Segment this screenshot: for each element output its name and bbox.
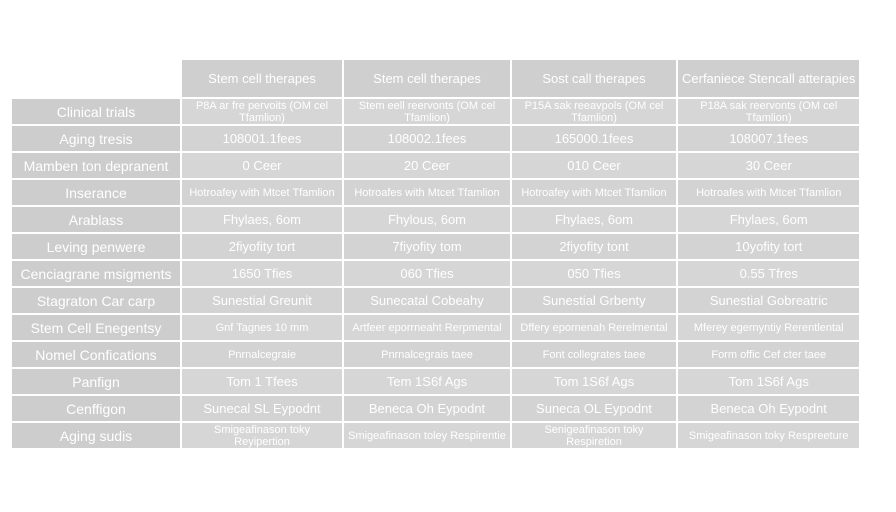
table-cell: Sunestial Grbenty: [512, 288, 676, 313]
table-header-row: [12, 60, 859, 97]
row-label: Inserance: [12, 180, 180, 205]
table-row: [12, 369, 859, 394]
table-cell: Hotroafes with Mtcet Tfamlion: [344, 180, 510, 205]
table-cell: 30 Ceer: [678, 153, 859, 178]
table-cell: 108007.1fees: [678, 126, 859, 151]
table-row: [12, 207, 859, 232]
row-label: Cenciagrane msigments: [12, 261, 180, 286]
table-cell: 050 Tfies: [512, 261, 676, 286]
table-cell: Sunestial Greunit: [182, 288, 342, 313]
row-label: Arablass: [12, 207, 180, 232]
table-row: [12, 342, 859, 367]
table-cell: Hotroafes with Mtcet Tfamlion: [678, 180, 859, 205]
row-label: Aging sudis: [12, 423, 180, 448]
row-label: Nomel Confications: [12, 342, 180, 367]
table-cell: Beneca Oh Eypodnt: [678, 396, 859, 421]
table-cell: 108002.1fees: [344, 126, 510, 151]
table-cell: 0 Ceer: [182, 153, 342, 178]
table-cell: Hotroafey with Mtcet Tfamlion: [182, 180, 342, 205]
table-row: [12, 423, 859, 448]
table-row: [12, 315, 859, 340]
table-cell: Suneca OL Eypodnt: [512, 396, 676, 421]
table-row: [12, 396, 859, 421]
table-cell: 108001.1fees: [182, 126, 342, 151]
table-cell: Beneca Oh Eypodnt: [344, 396, 510, 421]
table-row: [12, 288, 859, 313]
table-cell: P18A sak reervonts (OM cel Tfamlion): [678, 99, 859, 124]
table-cell: Smigeafinason toky Respreeture: [678, 423, 859, 448]
table-cell: 0.55 Tfres: [678, 261, 859, 286]
row-label: Cenffigon: [12, 396, 180, 421]
table-cell: Fhylaes, 6om: [182, 207, 342, 232]
table-row: [12, 99, 859, 124]
table-cell: Hotroafey with Mtcet Tfamlion: [512, 180, 676, 205]
column-header: Cerfaniece Stencall atterapies: [678, 60, 859, 97]
table-cell: Tom 1 Tfees: [182, 369, 342, 394]
table-cell: Font collegrates taee: [512, 342, 676, 367]
table-cell: Form offic Cef cter taee: [678, 342, 859, 367]
table-cell: Smigeafinason toky Reyipertion: [182, 423, 342, 448]
table-cell: Senigeafinason toky Respiretion: [512, 423, 676, 448]
table-cell: P15A sak reeavpols (OM cel Tfamlion): [512, 99, 676, 124]
column-header: Sost call therapes: [512, 60, 676, 97]
table-cell: Sunecal SL Eypodnt: [182, 396, 342, 421]
table-cell: Tom 1S6f Ags: [512, 369, 676, 394]
table-cell: Artfeer eporrneaht Rerpmental: [344, 315, 510, 340]
table-cell: Fhylaes, 6om: [512, 207, 676, 232]
table-row: [12, 126, 859, 151]
table-cell: Smigeafinason toley Respirentie: [344, 423, 510, 448]
table-cell: Pnrnalcegraie: [182, 342, 342, 367]
table-row: [12, 234, 859, 259]
table-cell: Dffery epornenah Rerelmental: [512, 315, 676, 340]
table-cell: P8A ar fre pervoits (OM cel Tfamlion): [182, 99, 342, 124]
table-row: [12, 261, 859, 286]
table-row: [12, 153, 859, 178]
row-label: Panfign: [12, 369, 180, 394]
table-cell: Stem eell reervonts (OM cel Tfamlion): [344, 99, 510, 124]
row-label: Leving penwere: [12, 234, 180, 259]
table-cell: 2fiyofity tort: [182, 234, 342, 259]
table-cell: 7fiyofity tom: [344, 234, 510, 259]
table-cell: 20 Ceer: [344, 153, 510, 178]
table-cell: Tom 1S6f Ags: [678, 369, 859, 394]
table-cell: Pnrnalcegrais taee: [344, 342, 510, 367]
column-header: Stem cell therapes: [182, 60, 342, 97]
table-cell: Fhylous, 6om: [344, 207, 510, 232]
row-label: Stem Cell Enegentsy: [12, 315, 180, 340]
table-cell: 10yofity tort: [678, 234, 859, 259]
table-cell: Sunecatal Cobeahy: [344, 288, 510, 313]
table-cell: Gnf Tagnes 10 mm: [182, 315, 342, 340]
column-header: Stem cell therapes: [344, 60, 510, 97]
table-cell: Mferey egernyntiy Rerentlental: [678, 315, 859, 340]
table-corner: [12, 60, 180, 97]
row-label: Mamben ton depranent: [12, 153, 180, 178]
table-cell: 1650 Tfies: [182, 261, 342, 286]
row-label: Aging tresis: [12, 126, 180, 151]
table-cell: Tem 1S6f Ags: [344, 369, 510, 394]
comparison-table: [10, 58, 861, 450]
table-cell: 165000.1fees: [512, 126, 676, 151]
table-row: [12, 180, 859, 205]
table-body: [12, 99, 859, 448]
table-cell: Sunestial Gobreatric: [678, 288, 859, 313]
row-label: Clinical trials: [12, 99, 180, 124]
table-cell: 2fiyofity tont: [512, 234, 676, 259]
row-label: Stagraton Car carp: [12, 288, 180, 313]
table-cell: 010 Ceer: [512, 153, 676, 178]
table-cell: Fhylaes, 6om: [678, 207, 859, 232]
table-cell: 060 Tfies: [344, 261, 510, 286]
